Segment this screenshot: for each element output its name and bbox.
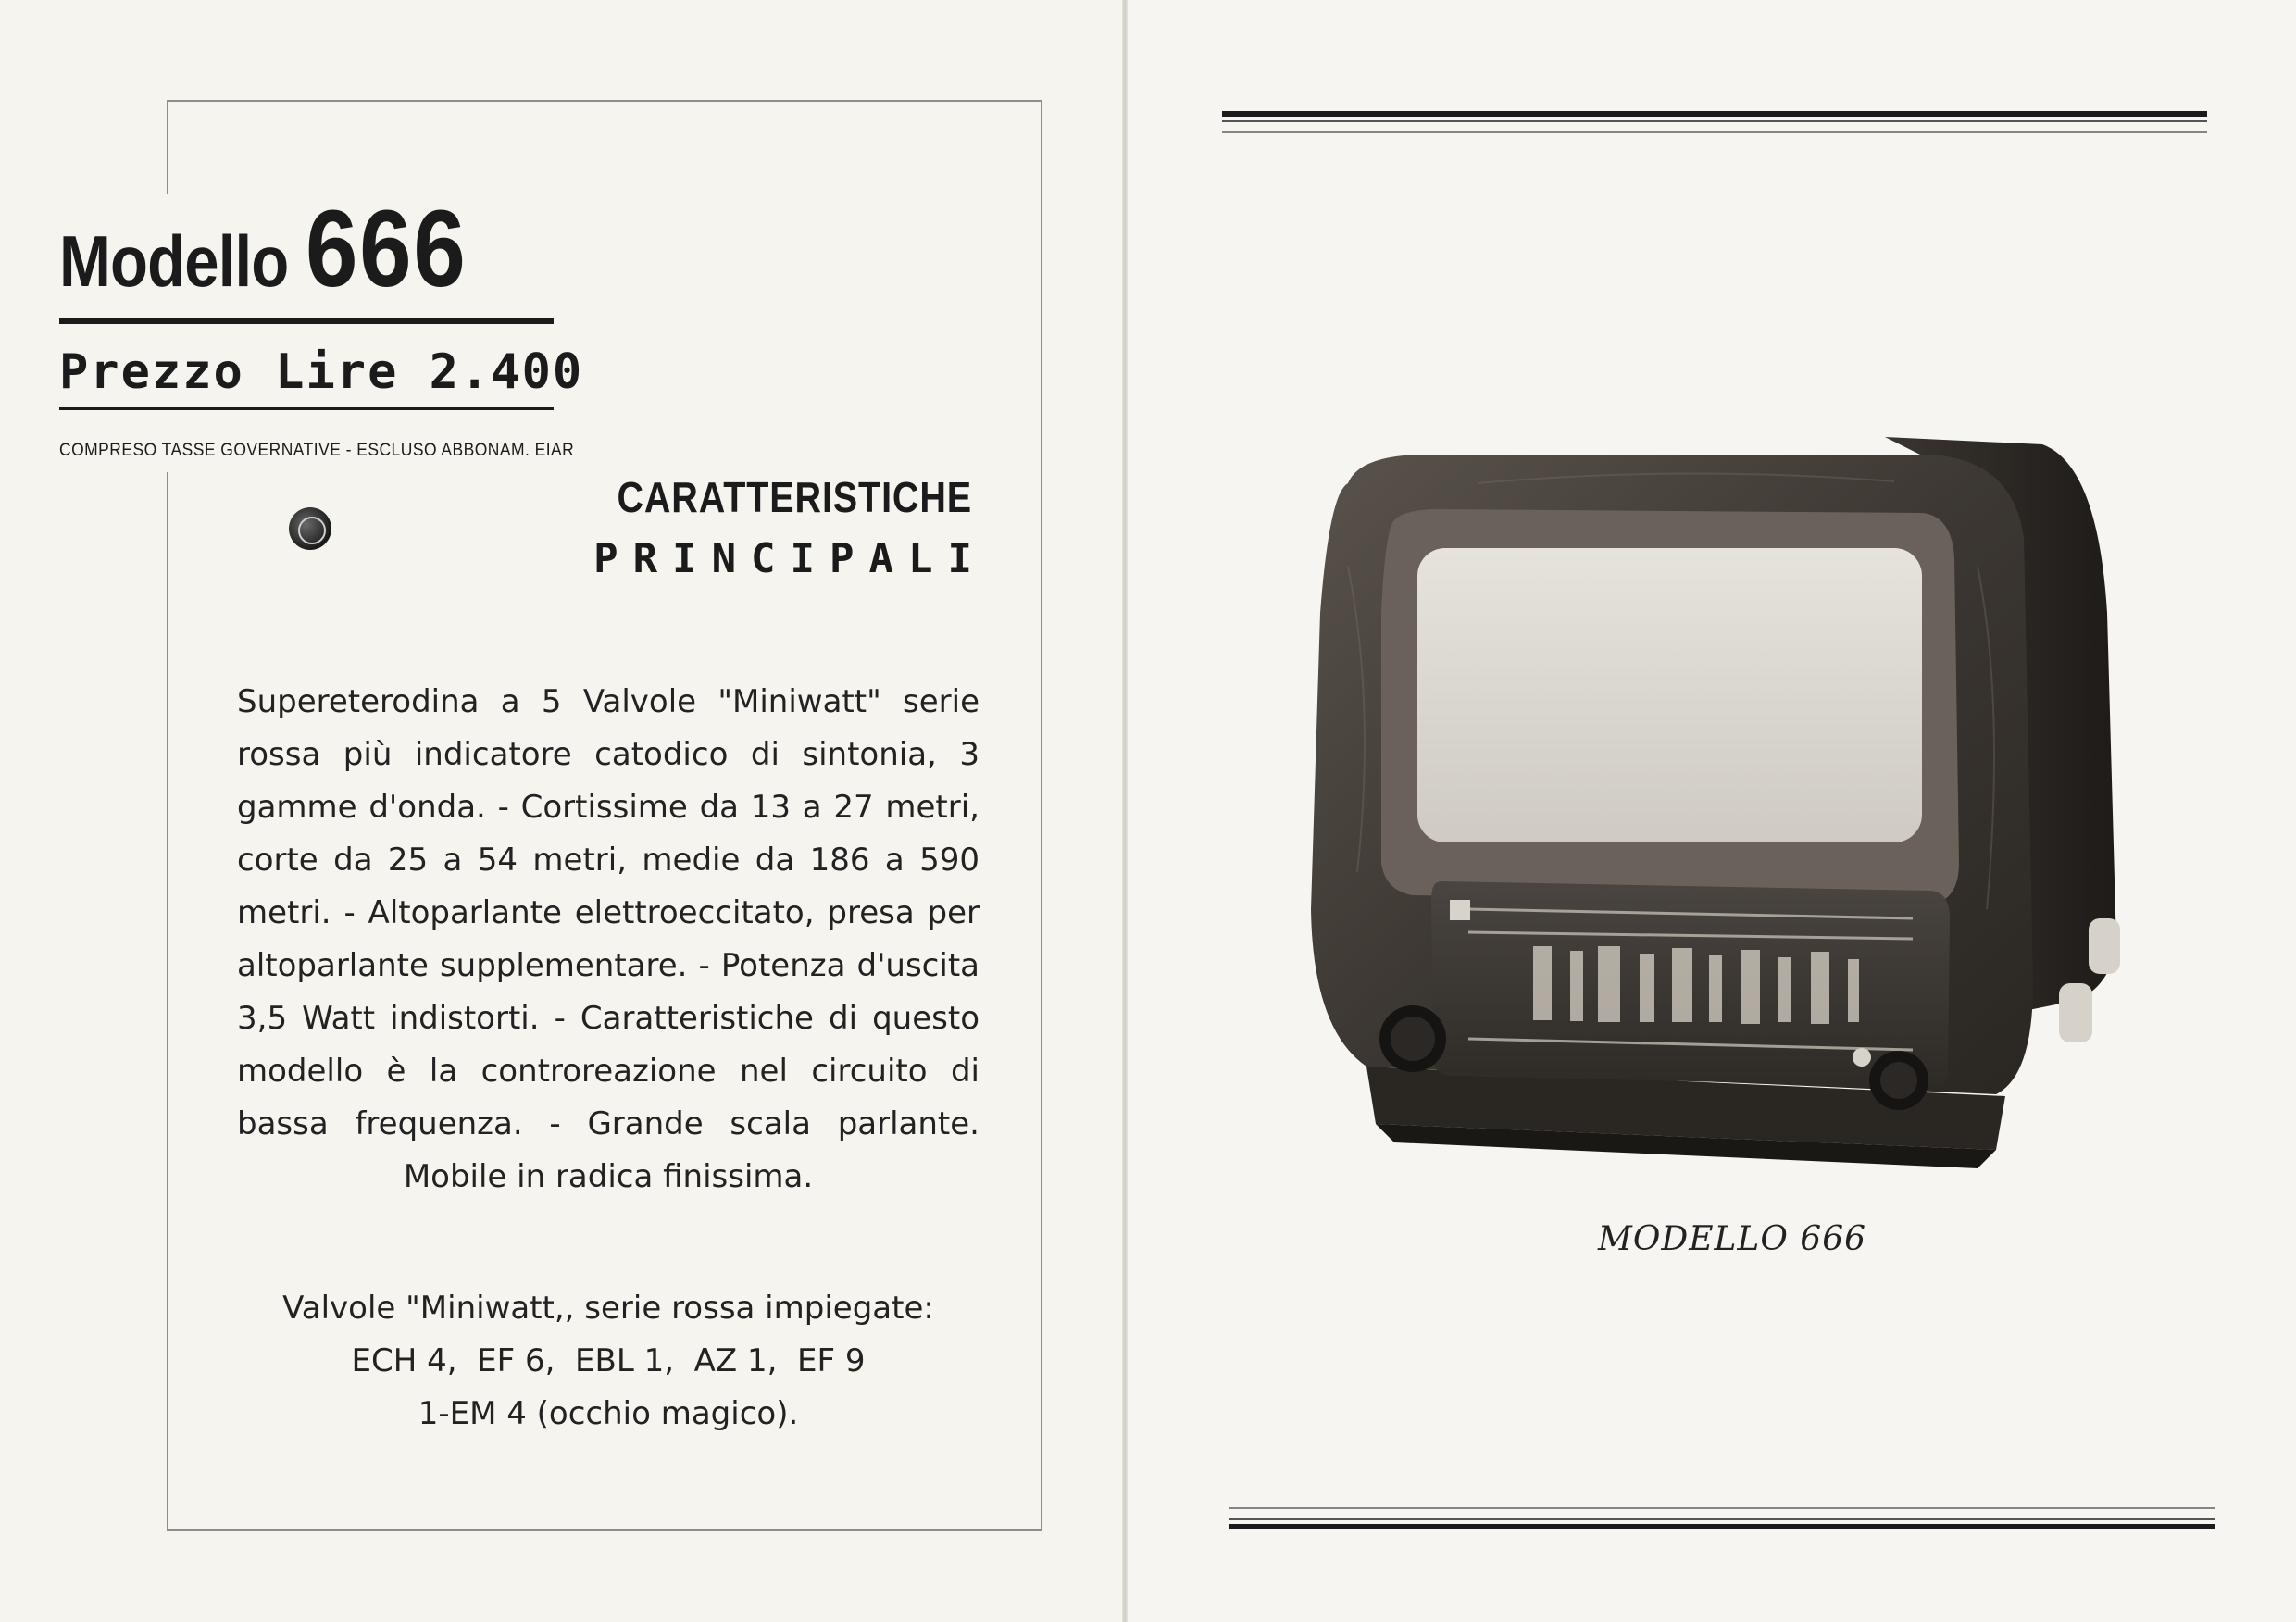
tubes-heading: Valvole "Miniwatt,, serie rossa impiegate: xyxy=(282,1290,934,1327)
description-paragraph: Supereterodina a 5 Valvole "Miniwatt" serie rossa più indicatore catodico di sintonia, 3 gamme d'onda. - Cortissime da 13 a 27 metri, corte da 25 a 54 metri, medie da 186 a 590 metri. - Altoparlante elettroeccitato, presa per altoparlante supplementare. - Potenza d'uscita 3,5 Watt indistorti. - Caratteristiche di questo modello è la controreazione nel circuito di bassa frequenza. - Grande scala parlante. Mobile in radica finissima. xyxy=(237,683,980,1195)
model-title xyxy=(59,188,493,310)
section-title-line2: PRINCIPALI xyxy=(593,535,987,582)
model-word: Modello xyxy=(59,220,289,302)
model-number: 666 xyxy=(306,188,468,310)
tubes-extra: 1-EM 4 (occhio magico). xyxy=(418,1395,799,1432)
tax-note: COMPRESO TASSE GOVERNATIVE - ESCLUSO ABBONAM. EIAR xyxy=(59,441,575,460)
bottom-rules xyxy=(1229,1507,2215,1529)
section-title-line1: CARATTERISTICHE xyxy=(617,473,972,521)
top-rules xyxy=(1222,111,2207,133)
price-rule xyxy=(59,407,554,410)
left-page xyxy=(0,0,1128,1622)
image-caption: MODELLO 666 xyxy=(1598,1220,1866,1258)
tubes-block xyxy=(237,1282,980,1441)
radio-photo-icon xyxy=(1292,428,2126,1187)
brand-logo-icon xyxy=(289,507,331,550)
section-title xyxy=(559,473,987,582)
price: Prezzo Lire 2.400 xyxy=(59,344,584,400)
title-rule xyxy=(59,318,554,324)
tubes-list: ECH 4, EF 6, EBL 1, AZ 1, EF 9 xyxy=(351,1342,866,1379)
